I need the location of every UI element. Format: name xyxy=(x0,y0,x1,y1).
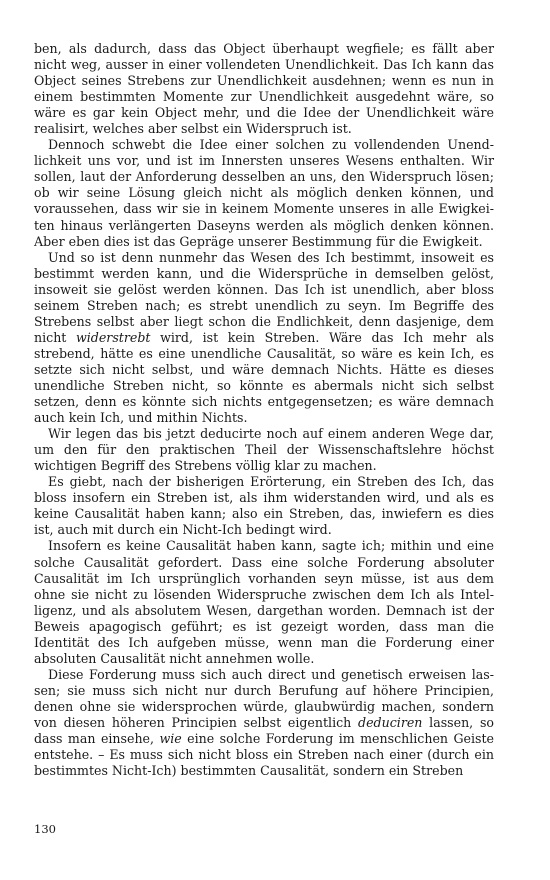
paragraph xyxy=(34,474,494,538)
text-run: ben, als dadurch, dass das Object überhaupt wegfiele; es fällt aber nicht weg, ausser in einer vollendeten Unendlichkeit. Das Ich kann das Object seines Strebens zur Unendlichkeit ausdehnen; wenn es nun in einem bestimmten Momente zur Unendlichkeit ausgedehnt wäre, so wäre es gar kein Object mehr, und die Idee der Unendlichkeit wäre realisirt, welches aber selbst ein Widerspruch ist. xyxy=(34,41,494,137)
emphasis-text: deduciren xyxy=(358,714,423,730)
paragraph xyxy=(34,137,494,249)
emphasis-text: wie xyxy=(159,731,182,747)
paragraph xyxy=(34,538,494,666)
text-run: eine solche Forderung im menschlichen Geiste entstehe. – Es muss sich nicht bloss ein Streben nach einer (durch ein bestimmtes Nicht-Ich) bestimmten Causalität, sondern ein Streben xyxy=(34,731,494,779)
body-text xyxy=(34,41,494,779)
text-run: Und so ist denn nunmehr das Wesen des Ich bestimmt, insoweit es bestimmt werden kann, und die Widersprüche in demselben gelöst, insoweit sie gelöst werden können. Das Ich ist unendlich, aber bloss seinem Streben nach; es strebt unendlich zu seyn. Im Begriffe des Strebens selbst aber liegt schon die Endlichkeit, denn dasjenige, dem nicht xyxy=(34,249,494,345)
paragraph xyxy=(34,426,494,474)
page-number: 130 xyxy=(34,822,56,836)
text-run: Insofern es keine Causalität haben kann, sagte ich; mithin und eine solche Causalität gefordert. Dass eine solche Forderung absoluter Causalität im Ich ursprünglich vorhanden seyn müsse, ist aus dem ohne sie nicht zu lösenden Widerspruche zwischen dem Ich als Intelligenz, und als absolutem Wesen, dargethan worden. Demnach ist der Beweis apagogisch geführt; es ist gezeigt worden, dass man die Identität des Ich aufgeben müsse, wenn man die Forderung einer absoluten Causalität nicht annehmen wolle. xyxy=(34,538,494,666)
text-run: Diese Forderung muss sich auch direct und genetisch erweisen lassen; sie muss sich nicht nur durch Berufung auf höhere Principien, denen ohne sie widersprochen würde, glaubwürdig machen, sondern von diesen höheren Principien selbst eigentlich xyxy=(34,666,494,730)
paragraph xyxy=(34,667,494,779)
text-run: wird, ist kein Streben. Wäre das Ich mehr als strebend, hätte es eine unendliche Causalität, so wäre es kein Ich, es setzte sich nicht selbst, und wäre demnach Nichts. Hätte es dieses unendliche Streben nicht, so könnte es abermals nicht sich selbst setzen, denn es könnte sich nichts entgegensetzen; es wäre demnach auch kein Ich, und mithin Nichts. xyxy=(34,329,494,426)
paragraph xyxy=(34,41,494,137)
emphasis-text: widerstrebt xyxy=(75,329,151,345)
text-run: lassen, so dass man einsehe, xyxy=(34,714,494,747)
text-run: Es giebt, nach der bisherigen Erörterung, ein Streben des Ich, das bloss insofern ein Streben ist, als ihm widerstanden wird, und als es keine Causalität haben kann; also ein Streben, das, inwiefern es dies ist, auch mit durch ein Nicht-Ich bedingt wird. xyxy=(34,474,494,538)
text-run: Dennoch schwebt die Idee einer solchen zu vollendenden Unendlichkeit uns vor, und ist im Innersten unseres Wesens enthalten. Wir sollen, laut der Anforderung desselben an uns, den Widerspruch lösen; ob wir seine Lösung gleich nicht als möglich denken können, und voraussehen, dass wir sie in keinem Momente unseres in alle Ewigkeiten hinaus verlängerten Daseyns werden als möglich denken können. Aber eben dies ist das Gepräge unserer Bestimmung für die Ewigkeit. xyxy=(34,137,494,249)
paragraph xyxy=(34,250,494,427)
text-run: Wir legen das bis jetzt deducirte noch auf einem anderen Wege dar, um den für den praktischen Theil der Wissenschaftslehre höchst wichtigen Begriff des Strebens völlig klar zu machen. xyxy=(34,426,494,474)
